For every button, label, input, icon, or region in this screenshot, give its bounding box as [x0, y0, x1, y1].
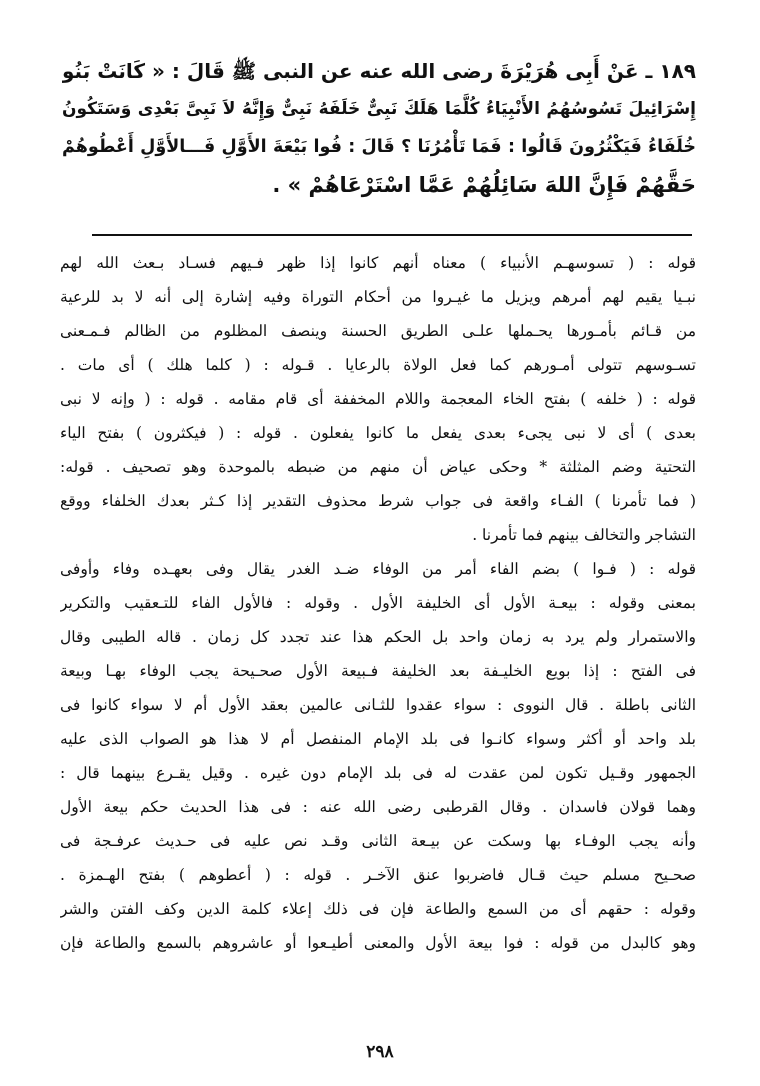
commentary-line: وأنه يجب الوفـاء بها وسكت عن بيـعة الثانى وقـد نص عليه فى حـديث عرفـجة فى — [60, 832, 696, 850]
commentary-line: وهو كالبدل من قوله : فوا بيعة الأول والمعنى أطيـعوا أو عاشروهم بالسمع والطاعة فإن — [60, 934, 696, 952]
commentary-line: بعدى ) أى لا نبى يجىء بعدى يفعل ما كانوا يفعلون . قوله : ( فيكثرون ) بفتح الياء — [60, 424, 696, 442]
commentary-line: بلد واحد أو أكثر وسواء كانـوا فى بلد الإمام المنفصل أم لا هذا هو الصواب الذى عليه — [60, 730, 696, 748]
commentary-line: تسـوسهم تتولى أمـورهم كما فعل الولاة بالرعايا . قـوله : ( كلما هلك ) أى مات . — [60, 356, 696, 374]
commentary-line: ( فما تأمرنا ) الفـاء واقعة فى جواب شرط محذوف التقدير إذا كـثر بعدك الخلفاء ووقع — [60, 492, 696, 510]
hadith-text — [62, 52, 696, 217]
commentary-line: الثانى باطلة . قال النووى : سواء عقدوا للثـانى عالمين بعقد الأول أم لا سواء كانوا فى — [60, 696, 696, 714]
hadith-line: خُلَفَاءُ فَيَكْثُرُونَ قَالُوا : فَمَا تَأْمُرُنَا ؟ قَالَ : فُوا بَيْعَةَ الأَوَّلِ فَـــالأَوَّلِ أَعْطُوهُمْ — [62, 137, 696, 157]
commentary-line: وقوله : حقهم أى من السمع والطاعة فإن فى ذلك إعلاء كلمة الدين وكف الفتن والشر — [60, 900, 696, 918]
commentary-line: قوله : ( تسوسهـم الأنبياء ) معناه أنهم كانوا إذا ظهر فـيهم فسـاد بـعث الله لهم — [60, 254, 696, 272]
hadith-line: حَقَّهُمْ فَإِنَّ اللهَ سَائِلُهُمْ عَمَّا اسْتَرْعَاهُمْ » . — [272, 173, 696, 197]
hadith-line: ١٨٩ ـ عَنْ أَبِى هُرَيْرَةَ رضى الله عنه عن النبى ﷺ قَالَ : « كَانَتْ بَنُو — [62, 59, 696, 83]
commentary-line: قوله : ( فـوا ) بضم الفاء أمر من الوفاء ضـد الغدر يقال وفى بعهـده وفاء وأوفى — [60, 560, 696, 578]
footnote-divider — [92, 234, 692, 236]
commentary-line: فى الفتح : إذا بويع الخليـفة بعد الخليفة فـبيعة الأول صحـيحة يجب الوفاء بهـا وبيعة — [60, 662, 696, 680]
commentary-line: من قـائم بأمـورها يحـملها علـى الطريق الحسنة وينصف المظلوم من الظالم فـمـعنى — [60, 322, 696, 340]
commentary-line: صحـيح مسلم حيث قـال فاضربوا عنق الآخـر . قوله : ( أعطوهم ) بفتح الهـمزة . — [60, 866, 696, 884]
page-number: ٢٩٨ — [366, 1042, 394, 1062]
commentary-line: التحتية وضم المثلثة * وحكى عياض أن منهم من ضبطه بالموحدة وهو تصحيف . قوله: — [60, 458, 696, 476]
commentary-line: وهما قولان فاسدان . وقال القرطبى رضى الله عنه : فى هذا الحديث حكم بيعة الأول — [60, 798, 696, 816]
commentary-line: قوله : ( خلفه ) بفتح الخاء المعجمة واللام المخففة أى قام مقامه . قوله : ( وإنه لا نبى — [60, 390, 696, 408]
commentary-paragraph-2 — [60, 552, 696, 960]
commentary-line: والاستمرار ولم يرد به زمان واحد بل الحكم هذا عند تجدد كل زمان . قاله الطيبى وقال — [60, 628, 696, 646]
commentary-line: بمعنى وقوله : بيعـة الأول أى الخليفة الأول . وقوله : فالأول الفاء للتـعقيب والتكرير — [60, 594, 696, 612]
commentary-line: نبـيا يقيم لهم أمرهم ويزيل ما غيـروا من أحكام التوراة وفيه إشارة إلى أنه لا بد للرعية — [60, 288, 696, 306]
commentary-paragraph-1 — [60, 246, 696, 552]
commentary-line: الجمهور وقـيل تكون لمن عقدت له فى بلد الإمام دون غيره . وقيل يقـرع بينهما قال : — [60, 764, 696, 782]
commentary-line: التشاجر والتخالف بينهم فما تأمرنا . — [472, 526, 696, 544]
hadith-line: إِسْرَائِيلَ تَسُوسُهُمُ الأَنْبِيَاءُ كُلَّمَا هَلَكَ نَبِىٌّ خَلَفَهُ نَبِىٌّ وَإِنَّهُ لاَ نَبِىَّ بَعْدِى وَسَتَكُونُ — [62, 99, 696, 119]
